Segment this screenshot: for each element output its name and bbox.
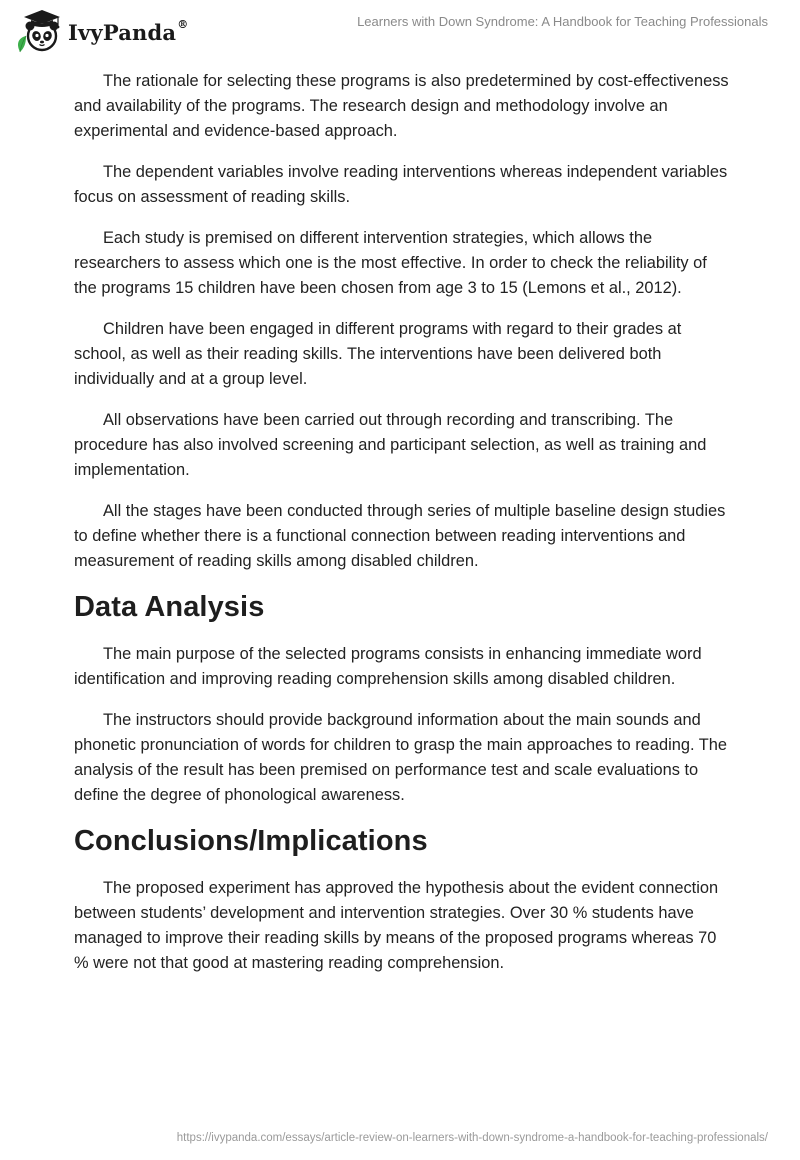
ivypanda-logo-link[interactable] bbox=[14, 8, 188, 54]
paragraph: The dependent variables involve reading interventions whereas independent variables focus on assessment of reading skills. bbox=[74, 163, 728, 206]
page-header bbox=[0, 0, 800, 60]
registered-mark: ® bbox=[177, 17, 189, 31]
paragraph: The main purpose of the selected programs consists in enhancing immediate word identification and improving reading comprehension skills among disabled children. bbox=[74, 645, 702, 688]
paragraph: The instructors should provide background information about the main sounds and phonetic pronunciation of words for children to grasp the main approaches to reading. The analysis of the result has been premised on performance test and scale evaluations to define the degree of phonological awareness. bbox=[74, 711, 727, 804]
paragraph: The rationale for selecting these programs is also predetermined by cost-effectiveness and availability of the programs. The research design and methodology involve an experimental and evidence-based approach. bbox=[74, 72, 729, 140]
paragraph: Each study is premised on different intervention strategies, which allows the researchers to assess which one is the most effective. In order to check the reliability of the programs 15 children have been chosen from age 3 to 15 (Lemons et al., 2012). bbox=[74, 229, 707, 297]
paragraph: Children have been engaged in different programs with regard to their grades at school, as well as their reading skills. The interventions have been delivered both individually and at a group level. bbox=[74, 320, 682, 388]
paragraph: All the stages have been conducted through series of multiple baseline design studies to define whether there is a functional connection between reading interventions and measurement of reading skills among disabled children. bbox=[74, 502, 726, 570]
paragraph: The proposed experiment has approved the hypothesis about the evident connection between students’ development and intervention strategies. Over 30 % students have managed to improve their reading skills by means of the proposed programs whereas 70 % were not that good at mastering reading comprehension. bbox=[74, 879, 719, 972]
paragraph: All observations have been carried out through recording and transcribing. The procedure has also involved screening and participant selection, as well as training and implementation. bbox=[74, 411, 707, 479]
brand-name: IvyPanda® bbox=[68, 17, 189, 45]
source-url-link[interactable]: https://ivypanda.com/essays/article-review-on-learners-with-down-syndrome-a-handbook-for-teaching-professionals/ bbox=[176, 1132, 768, 1144]
document-title: Learners with Down Syndrome: A Handbook for Teaching Professionals bbox=[357, 14, 768, 29]
section-heading-conclusions: Conclusions/Implications bbox=[74, 825, 428, 857]
article-body bbox=[74, 69, 734, 992]
panda-graduation-icon bbox=[14, 8, 62, 54]
section-heading-data-analysis: Data Analysis bbox=[74, 591, 265, 623]
